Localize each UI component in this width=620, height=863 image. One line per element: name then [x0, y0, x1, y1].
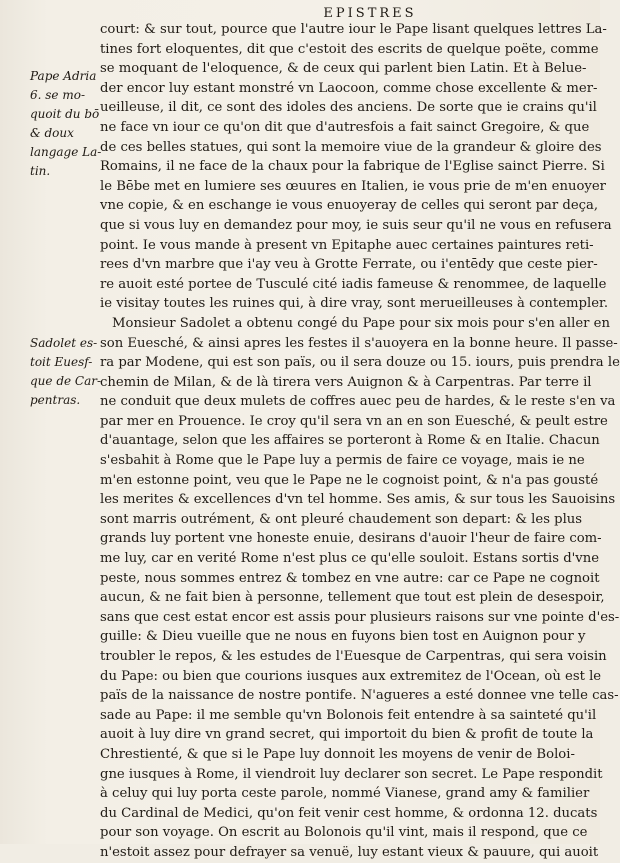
text-line: rees d'vn marbre que i'ay veu à Grotte Ferrate, ou i'entēdy que ceste pier- [100, 257, 598, 273]
text-line: sade au Pape: il me semble qu'vn Bolonois feit entendre à sa sainteté qu'il [100, 707, 597, 723]
text-line: peste, nous sommes entrez & tombez en vne autre: car ce Pape ne cognoit [100, 570, 600, 586]
text-line: ie visitay toutes les ruines qui, à dire vray, sont merueilleuses à contempler. [100, 296, 609, 312]
text-line: ne face vn iour ce qu'on dit que d'autresfois a fait sainct Gregoire, & que [100, 119, 590, 135]
text-line: Chrestienté, & que si le Pape luy donnoit les moyens de venir de Boloi- [100, 746, 575, 762]
text-line: court: & sur tout, pource que l'autre iour le Pape lisant quelques lettres La- [100, 22, 607, 37]
margin-note-line: que de Car- [30, 374, 102, 388]
text-line: sans que cest estat encor est assis pour plusieurs raisons sur vne pointe d'es- [100, 609, 620, 625]
text-line: s'esbahit à Rome que le Pape luy a permis de faire ce voyage, mais ie ne [100, 453, 585, 469]
text-line: chemin de Milan, & de là tirera vers Auignon & à Carpentras. Par terre il [100, 374, 592, 390]
text-line: d'auantage, selon que les affaires se porteront à Rome & en Italie. Chacun [100, 433, 600, 449]
text-line: grands luy portent vne honeste enuie, desirans d'auoir l'heur de faire com- [100, 531, 602, 547]
running-head-text: EPISTRES [323, 6, 417, 21]
margin-note-pope-adrian [30, 67, 108, 181]
text-line: les merites & excellences d'vn tel homme. Ses amis, & sur tous les Sauoisins [100, 492, 616, 508]
text-line: Romains, il ne face de la chaux pour la fabrique de l'Eglise sainct Pierre. Si [100, 159, 605, 175]
margin-note-line: tin. [30, 164, 51, 178]
text-line: du Cardinal de Medici, qu'on feit venir cest homme, & ordonna 12. ducats [100, 805, 598, 821]
margin-note-line: Pape Adria [30, 69, 97, 83]
margin-note-line: Sadolet es- [30, 336, 98, 350]
text-line: du Pape: ou bien que courions iusques aux extremitez de l'Ocean, où est le [100, 668, 602, 684]
text-line: aucun, & ne fait bien à personne, tellement que tout est plein de desespoir, [100, 590, 605, 606]
text-line: vne copie, & en eschange ie vous enuoyeray de celles qui seront par deça, [100, 198, 599, 214]
text-line: tines fort eloquentes, dit que c'estoit des escrits de quelque poëte, comme [100, 41, 599, 57]
text-line: Monsieur Sadolet a obtenu congé du Pape pour six mois pour s'en aller en [112, 315, 610, 331]
text-line: n'estoit assez pour defrayer sa venuë, luy estant vieux & pauure, qui auoit [100, 844, 599, 860]
text-line: gne iusques à Rome, il viendroit luy declarer son secret. Le Pape respondit [100, 766, 603, 782]
margin-notes [30, 60, 108, 410]
text-line: troubler le repos, & les estudes de l'Euesque de Carpentras, qui sera voisin [100, 649, 607, 664]
text-line: auoit à luy dire vn grand secret, qui importoit du bien & profit de toute la [100, 727, 594, 743]
text-line: ueilleuse, il dit, ce sont des idoles des anciens. De sorte que ie crains qu'il [100, 100, 597, 116]
text-line: païs de la naissance de nostre pontife. N'agueres a esté donnee vne telle cas- [100, 688, 619, 704]
text-line: que si vous luy en demandez pour moy, ie suis seur qu'il ne vous en refusera [100, 217, 612, 233]
body-text [100, 20, 620, 863]
margin-note-line: 6. se mo- [30, 88, 85, 102]
text-line: me luy, car en verité Rome n'est plus ce qu'elle souloit. Estans sortis d'vne [100, 551, 600, 567]
text-line: guille: & Dieu vueille que ne nous en fuyons bien tost en Auignon pour y [100, 629, 586, 645]
margin-note-line: quoit du bō [30, 107, 100, 121]
running-head [0, 6, 600, 21]
text-line: sont marris outrément, & ont pleuré chaudement son depart: & les plus [100, 511, 583, 527]
text-line: le Bēbe met en lumiere ses œuures en Italien, ie vous prie de m'en enuoyer [100, 178, 606, 194]
text-line: par mer en Prouence. Ie croy qu'il sera vn an en son Euesché, & peult estre [100, 413, 608, 429]
text-line: pour son voyage. On escrit au Bolonois qu'il vint, mais il respond, que ce [100, 825, 588, 841]
text-line: de ces belles statues, qui sont la memoire viue de la grandeur & gloire des [100, 139, 602, 155]
margin-note-line: toit Euesf- [30, 355, 93, 369]
text-line: ne conduit que deux mulets de coffres auec peu de hardes, & le reste s'en va [100, 394, 616, 410]
margin-note-sadolet [30, 334, 108, 410]
text-line: ra par Modene, qui est son païs, ou il sera douze ou 15. iours, puis prendra le [100, 355, 620, 371]
margin-note-line: & doux [30, 126, 74, 140]
text-line: son Euesché, & ainsi apres les festes il s'auoyera en la bonne heure. Il passe- [100, 335, 618, 351]
text-line: re auoit esté portee de Tusculé cité iadis fameuse & renommee, de laquelle [100, 276, 607, 292]
text-line: point. Ie vous mande à present vn Epitaphe auec certaines paintures reti- [100, 237, 594, 253]
text-line: m'en estonne point, veu que le Pape ne le cognoist point, & n'a pas gousté [100, 472, 599, 488]
text-line: à celuy qui luy porta ceste parole, nommé Vianese, grand amy & familier [100, 786, 590, 802]
margin-note-line: langage La- [30, 145, 102, 159]
text-line: se moquant de l'eloquence, & de ceux qui parlent bien Latin. Et à Belue- [100, 61, 587, 77]
margin-note-line: pentras. [30, 393, 81, 407]
text-line: der encor luy estant monstré vn Laocoon, comme chose excellente & mer- [100, 80, 598, 96]
